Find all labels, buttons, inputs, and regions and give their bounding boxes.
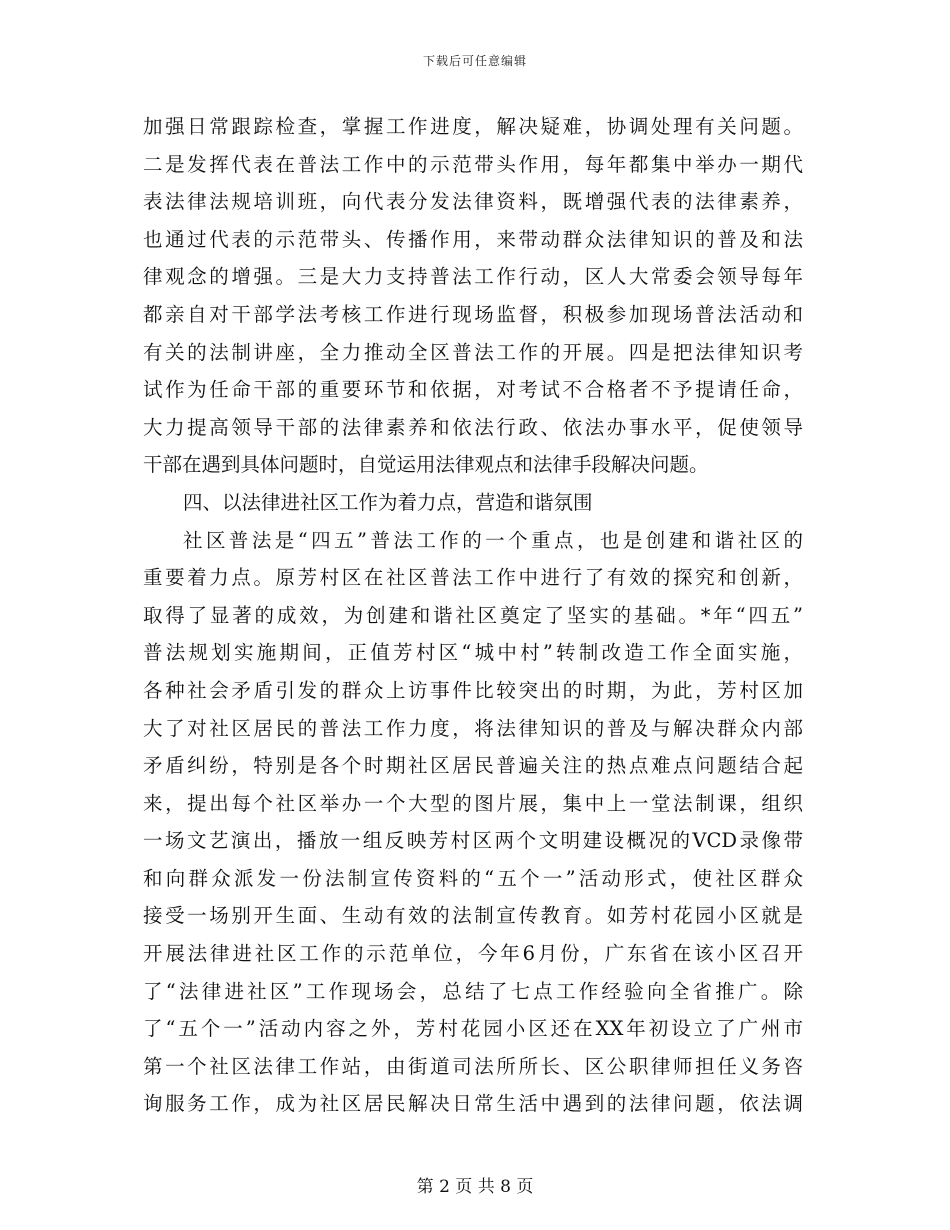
body-line: 了“法律进社区”工作现场会，总结了七点工作经验向全省推广。除	[143, 979, 803, 1003]
page-number: 第 2 页 共 8 页	[416, 1177, 534, 1197]
page-header-note: 下载后可任意编辑	[422, 54, 527, 68]
body-line: 重要着力点。原芳村区在社区普法工作中进行了有效的探究和创新，	[143, 566, 803, 590]
body-line: 二是发挥代表在普法工作中的示范带头作用，每年都集中举办一期代	[143, 152, 803, 176]
body-line: 取得了显著的成效，为创建和谐社区奠定了坚实的基础。*年“四五”	[143, 603, 803, 627]
document-body	[143, 108, 803, 1123]
body-line: 试作为任命干部的重要环节和依据，对考试不合格者不予提请任命，	[143, 378, 803, 402]
body-line: 也通过代表的示范带头、传播作用，来带动群众法律知识的普及和法	[143, 227, 803, 251]
body-line: 大力提高领导干部的法律素养和依法行政、依法办事水平，促使领导	[143, 415, 803, 439]
body-line: 和向群众派发一份法制宣传资料的“五个一”活动形式，使社区群众	[143, 866, 803, 890]
body-line: 加强日常跟踪检查，掌握工作进度，解决疑难，协调处理有关问题。	[143, 115, 803, 138]
body-line: 有关的法制讲座，全力推动全区普法工作的开展。四是把法律知识考	[143, 340, 803, 364]
body-line: 询服务工作，成为社区居民解决日常生活中遇到的法律问题，依法调	[143, 1092, 803, 1116]
body-line: 律观念的增强。三是大力支持普法工作行动，区人大常委会领导每年	[143, 265, 803, 289]
section-heading: 四、以法律进社区工作为着力点，营造和谐氛围	[183, 490, 593, 514]
body-line: 一场文艺演出，播放一组反映芳村区两个文明建设概况的VCD录像带	[143, 829, 803, 853]
body-line: 第一个社区法律工作站，由街道司法所所长、区公职律师担任义务咨	[143, 1054, 803, 1078]
body-line: 来，提出每个社区举办一个大型的图片展，集中上一堂法制课，组织	[143, 791, 803, 815]
paragraph-first-line: 社区普法是“四五”普法工作的一个重点，也是创建和谐社区的	[183, 528, 803, 552]
body-line: 干部在遇到具体问题时，自觉运用法律观点和法律手段解决问题。	[143, 453, 709, 477]
body-line: 各种社会矛盾引发的群众上访事件比较突出的时期，为此，芳村区加	[143, 678, 803, 702]
body-line: 大了对社区居民的普法工作力度，将法律知识的普及与解决群众内部	[143, 716, 803, 740]
body-line: 都亲自对干部学法考核工作进行现场监督，积极参加现场普法活动和	[143, 302, 803, 326]
body-line: 矛盾纠纷，特别是各个时期社区居民普遍关注的热点难点问题结合起	[143, 754, 803, 778]
body-line: 开展法律进社区工作的示范单位，今年6月份，广东省在该小区召开	[143, 942, 803, 966]
body-line: 表法律法规培训班，向代表分发法律资料，既增强代表的法律素养，	[143, 190, 803, 214]
body-line: 接受一场别开生面、生动有效的法制宣传教育。如芳村花园小区就是	[143, 904, 803, 928]
body-line: 普法规划实施期间，正值芳村区“城中村”转制改造工作全面实施，	[143, 641, 803, 665]
body-line: 了“五个一”活动内容之外，芳村花园小区还在XX年初设立了广州市	[143, 1017, 803, 1041]
